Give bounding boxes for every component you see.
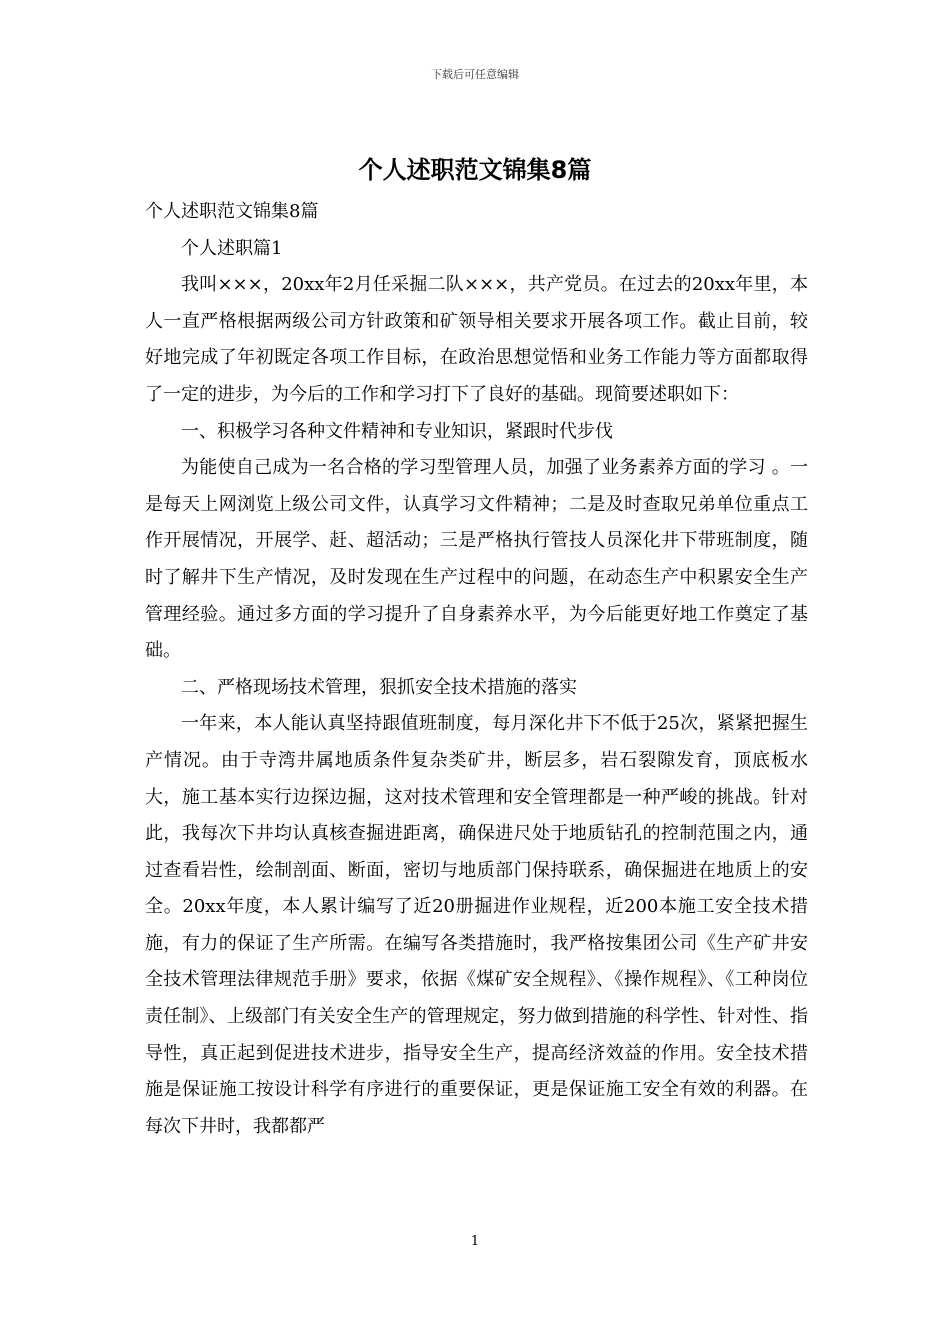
header-note: 下载后可任意编辑 — [431, 68, 519, 81]
body-paragraph: 为能使自己成为一名合格的学习型管理人员，加强了业务素养方面的学习 。一是每天上网浏览上级公司文件，认真学习文件精神；二是及时查取兄弟单位重点工作开展情况，开展学、赶、超活动；三是严格执行管技人员深化井下带班制度，随时了解井下生产情况，及时发现在生产过程中的问题，在动态生产中积累安全生产管理经验。通过多方面的学习提升了自身素养水平，为今后能更好地工作奠定了基础。 — [145, 457, 808, 662]
section-heading: 二、严格现场技术管理，狠抓安全技术措施的落实 — [181, 676, 577, 698]
body-paragraph: 个人述职范文锦集8篇 — [145, 201, 319, 222]
document-body — [145, 194, 808, 1145]
body-paragraph: 一年来，本人能认真坚持跟值班制度，每月深化井下不低于25次，紧紧把握生产情况。由于寺湾井属地质条件复杂类矿井，断层多，岩石裂隙发育，顶底板水大，施工基本实行边探边掘，这对技术管理和安全管理都是一种严峻的挑战。针对此，我每次下井均认真核查掘进距离，确保进尺处于地质钻孔的控制范围之内，通过查看岩性，绘制剖面、断面，密切与地质部门保持联系，确保掘进在地质上的安全。20xx年度，本人累计编写了近20册掘进作业规程，近200本施工安全技术措施，有力的保证了生产所需。在编写各类措施时，我严格按集团公司《生产矿井安全技术管理法律规范手册》要求，依据《煤矿安全规程》、《操作规程》、《工种岗位责任制》、上级部门有关安全生产的管理规定，努力做到措施的科学性、针对性、指导性，真正起到促进技术进步，指导安全生产，提高经济效益的作用。安全技术措施是保证施工按设计科学有序进行的重要保证，更是保证施工安全有效的利器。在每次下井时，我都都严 — [145, 713, 808, 1137]
section-heading: 一、积极学习各种文件精神和专业知识，紧跟时代步伐 — [181, 420, 613, 442]
section-heading: 个人述职篇1 — [181, 237, 283, 259]
page-number: 1 — [470, 1234, 480, 1249]
document-title: 个人述职范文锦集8篇 — [358, 156, 592, 184]
body-paragraph: 我叫×××，20xx年2月任采掘二队×××，共产党员。在过去的20xx年里，本人一直严格根据两级公司方针政策和矿领导相关要求开展各项工作。截止目前，较好地完成了年初既定各项工作目标，在政治思想觉悟和业务工作能力等方面都取得了一定的进步，为今后的工作和学习打下了良好的基础。现简要述职如下： — [145, 274, 808, 405]
